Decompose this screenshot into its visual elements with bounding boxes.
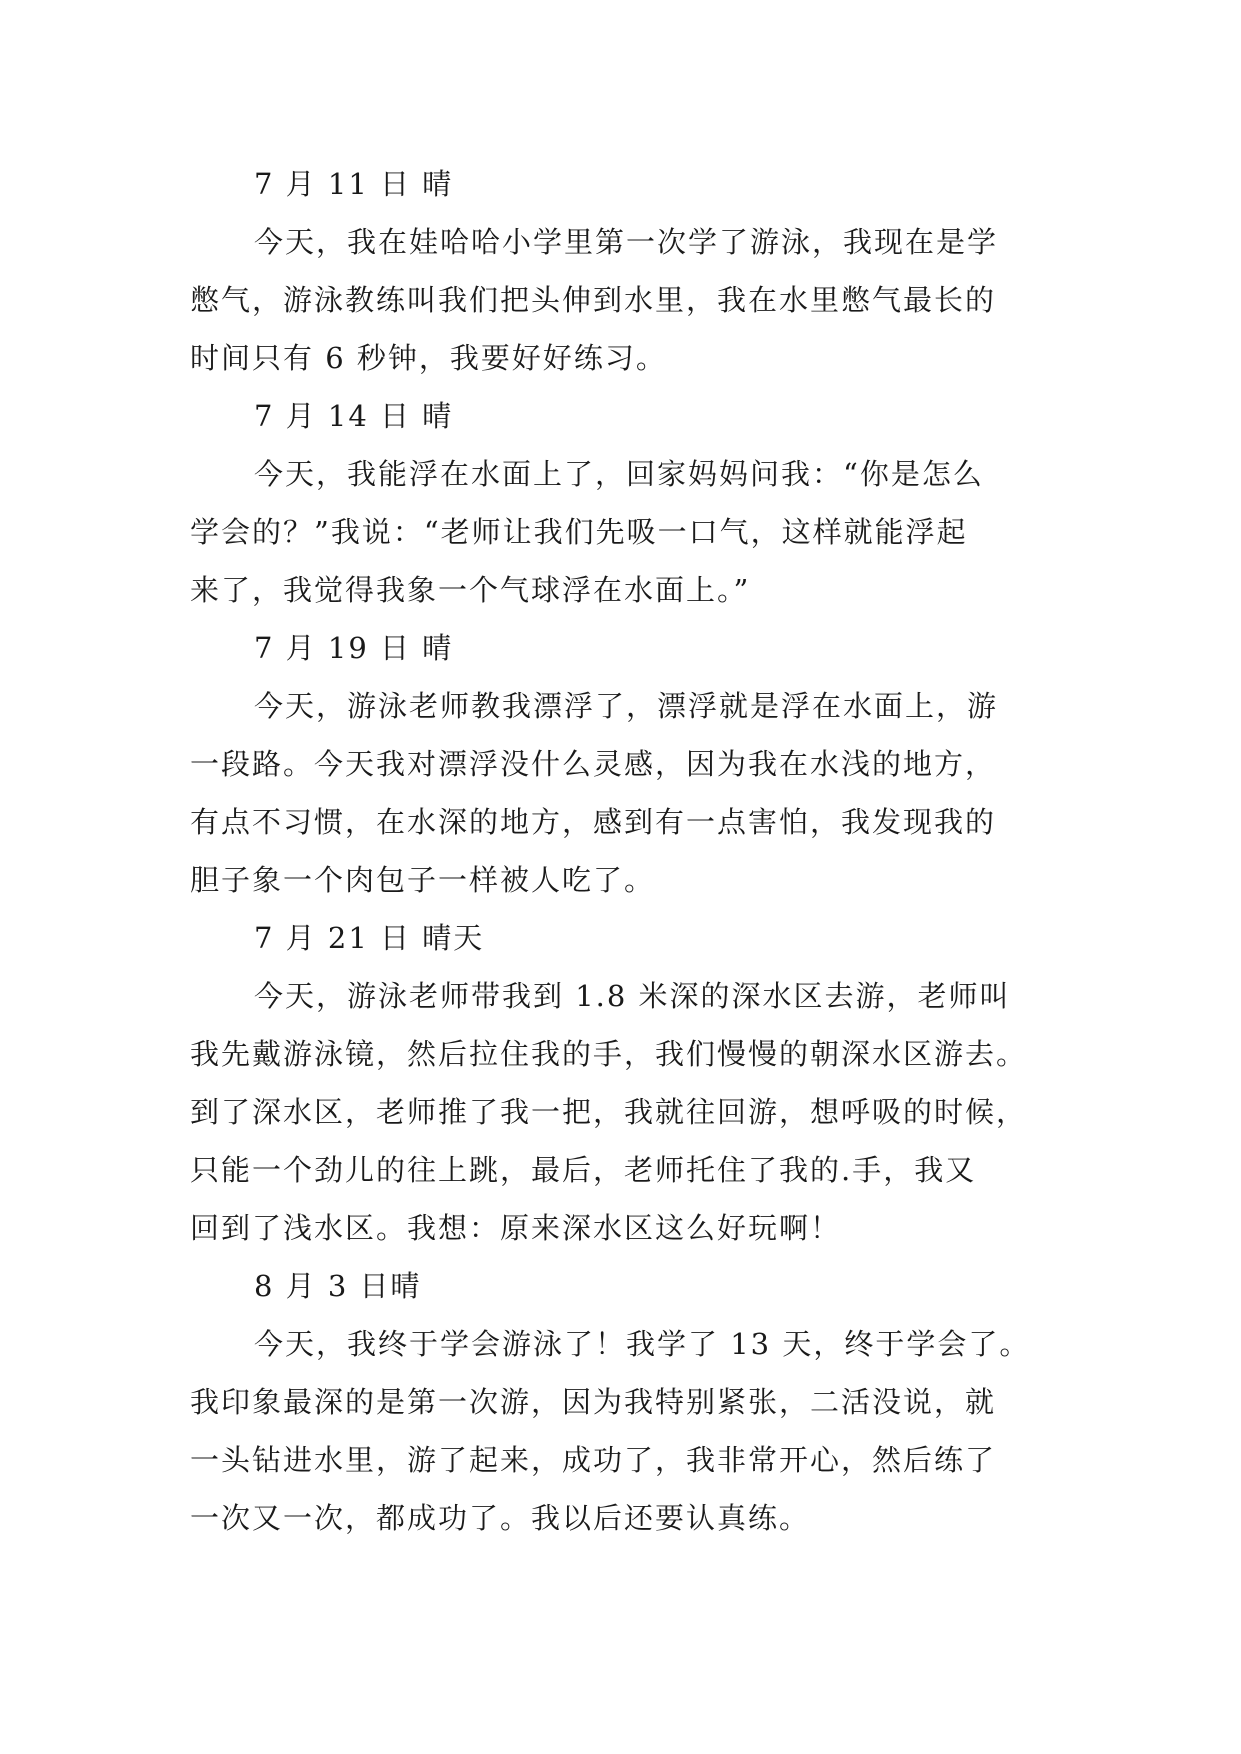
entry-date: 7 月 14 日 晴 xyxy=(254,399,454,433)
entry-line: 学会的？”我说：“老师让我们先吸一口气，这样就能浮起 xyxy=(190,515,968,549)
diary-entry xyxy=(190,1257,1070,1547)
entry-line: 胆子象一个肉包子一样被人吃了。 xyxy=(190,863,656,897)
entry-line: 今天，我终于学会游泳了！我学了 13 天，终于学会了。 xyxy=(254,1327,1031,1361)
diary-entry xyxy=(190,619,1070,909)
entry-line: 一头钻进水里，游了起来，成功了，我非常开心，然后练了 xyxy=(190,1443,997,1477)
entry-line: 一段路。今天我对漂浮没什么灵感，因为我在水浅的地方， xyxy=(190,747,997,781)
entry-date: 7 月 11 日 晴 xyxy=(254,167,454,201)
entry-line: 只能一个劲儿的往上跳，最后，老师托住了我的.手，我又 xyxy=(190,1153,977,1187)
diary-entry xyxy=(190,387,1070,619)
diary-body xyxy=(190,155,1070,1547)
entry-date: 7 月 21 日 晴天 xyxy=(254,921,485,955)
entry-line: 我印象最深的是第一次游，因为我特别紧张，二活没说，就 xyxy=(190,1385,997,1419)
entry-line: 回到了浅水区。我想：原来深水区这么好玩啊！ xyxy=(190,1211,842,1245)
entry-line: 来了，我觉得我象一个气球浮在水面上。” xyxy=(190,573,751,607)
diary-entry xyxy=(190,155,1070,387)
entry-line: 到了深水区，老师推了我一把，我就往回游，想呼吸的时候， xyxy=(190,1095,1028,1129)
entry-line: 一次又一次，都成功了。我以后还要认真练。 xyxy=(190,1501,811,1535)
entry-line: 今天，游泳老师带我到 1.8 米深的深水区去游，老师叫 xyxy=(254,979,1011,1013)
entry-date: 7 月 19 日 晴 xyxy=(254,631,454,665)
entry-line: 有点不习惯，在水深的地方，感到有一点害怕，我发现我的 xyxy=(190,805,997,839)
entry-line: 今天，我能浮在水面上了，回家妈妈问我：“你是怎么 xyxy=(254,457,984,491)
entry-line: 时间只有 6 秒钟，我要好好练习。 xyxy=(190,341,667,375)
entry-line: 憋气，游泳教练叫我们把头伸到水里，我在水里憋气最长的 xyxy=(190,283,997,317)
entry-date: 8 月 3 日晴 xyxy=(254,1269,422,1303)
entry-line: 我先戴游泳镜，然后拉住我的手，我们慢慢的朝深水区游去。 xyxy=(190,1037,1028,1071)
entry-line: 今天，我在娃哈哈小学里第一次学了游泳，我现在是学 xyxy=(254,225,999,259)
entry-line: 今天，游泳老师教我漂浮了，漂浮就是浮在水面上，游 xyxy=(254,689,999,723)
diary-entry xyxy=(190,909,1070,1257)
